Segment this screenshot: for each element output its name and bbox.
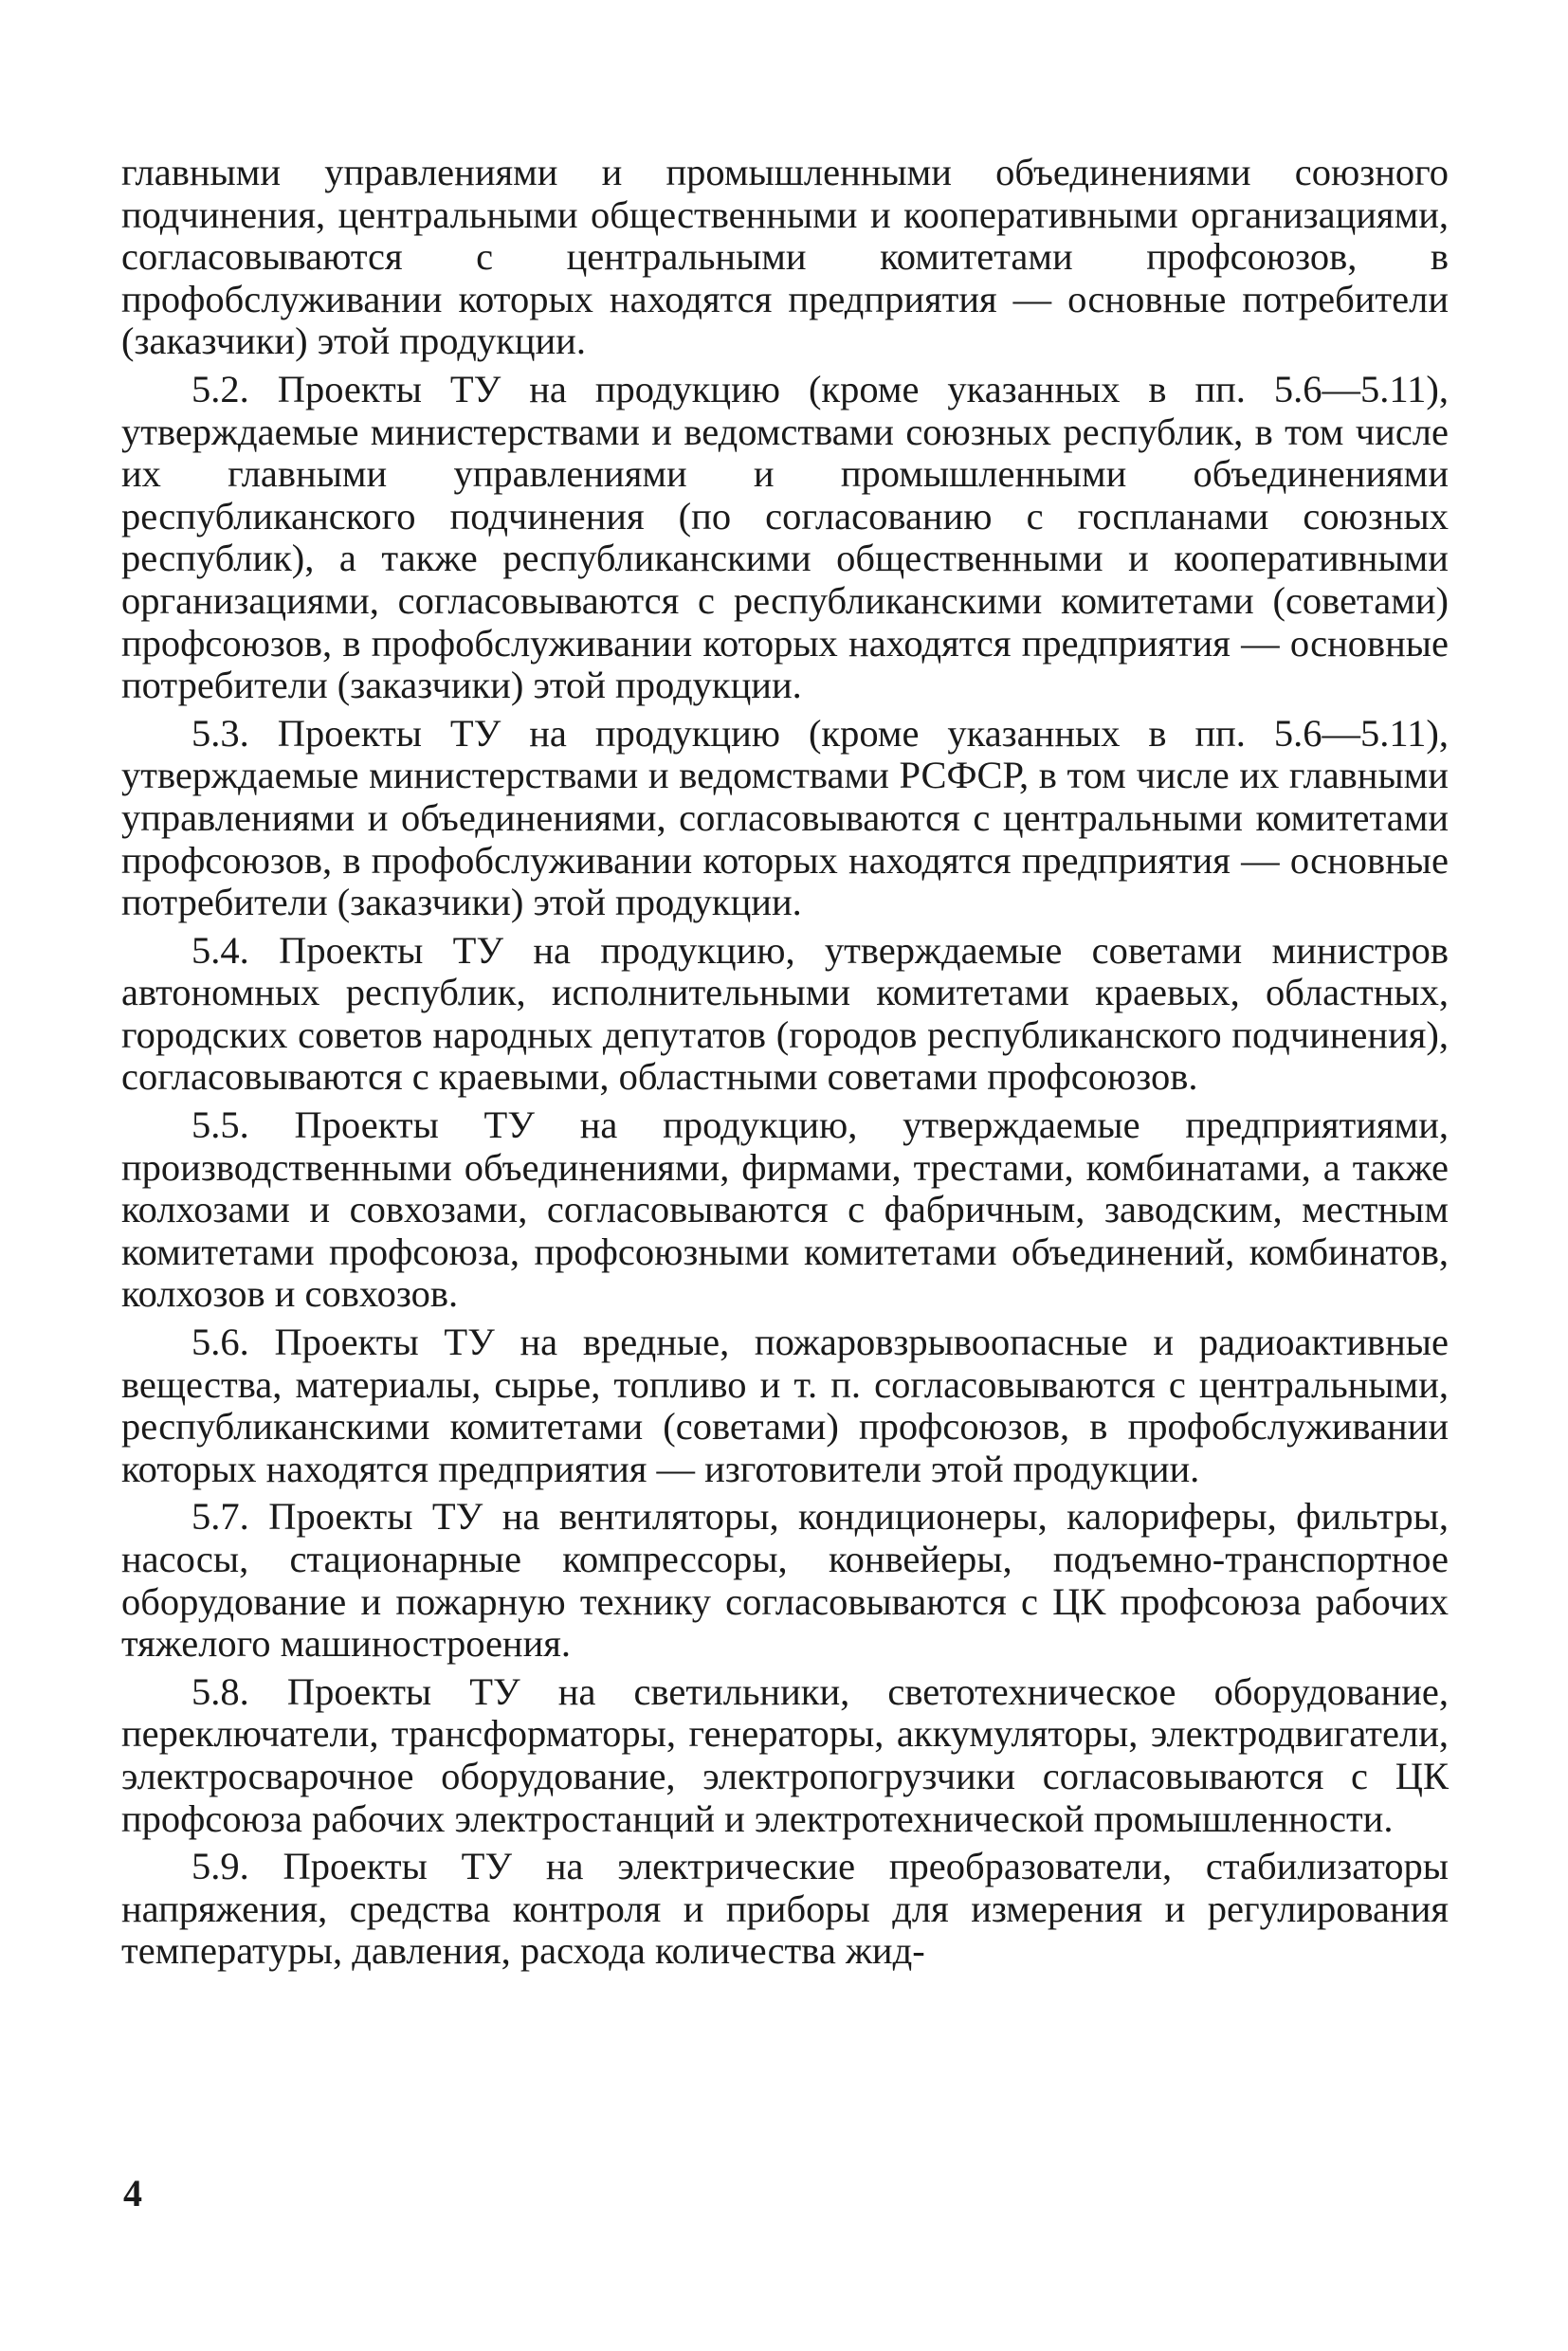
paragraph-5-6: 5.6. Проекты ТУ на вредные, пожаровзрывоопасные и радиоактивные вещества, материалы, сырье, топливо и т. п. согласовываются с центральными, республиканскими комитетами (советами) профсоюзов, в профобслуживании которых находятся предприятия — изготовители этой продукции.: [121, 1321, 1449, 1490]
paragraph-5-4: 5.4. Проекты ТУ на продукцию, утверждаемые советами министров автономных республик, исполнительными комитетами краевых, областных, городских советов народных депутатов (городов республиканского подчинения), согласовываются с краевыми, областными советами профсоюзов.: [121, 928, 1449, 1099]
paragraph-5-2: 5.2. Проекты ТУ на продукцию (кроме указанных в пп. 5.6—5.11), утверждаемые министерствами и ведомствами союзных республик, в том числе их главными управлениями и промышленными объединениями республиканского подчинения (по согласованию с госпланами союзных республик), а также республиканскими общественными и кооперативными организациями, согласовываются с республиканскими комитетами (советами) профсоюзов, в профобслуживании которых находятся предприятия — основные потребители (заказчики) этой продукции.: [121, 367, 1449, 707]
paragraph-5-5: 5.5. Проекты ТУ на продукцию, утверждаемые предприятиями, производственными объединениями, фирмами, трестами, комбинатами, а также колхозами и совхозами, согласовываются с фабричным, заводским, местным комитетами профсоюза, профсоюзными комитетами объединений, комбинатов, колхозов и совхозов.: [121, 1103, 1449, 1316]
paragraph-continuation: главными управлениями и промышленными объединениями союзного подчинения, центральными общественными и кооперативными организациями, согласовываются с центральными комитетами профсоюзов, в профобслуживании которых находятся предприятия — основные потребители (заказчики) этой продукции.: [121, 151, 1449, 363]
page-number: 4: [123, 2172, 142, 2214]
paragraph-5-8: 5.8. Проекты ТУ на светильники, светотехническое оборудование, переключатели, трансформаторы, генераторы, аккумуляторы, электродвигатели, электросварочное оборудование, электропогрузчики согласовываются с ЦК профсоюза рабочих электростанций и электротехнической промышленности.: [121, 1669, 1449, 1840]
paragraph-5-3: 5.3. Проекты ТУ на продукцию (кроме указанных в пп. 5.6—5.11), утверждаемые министерствами и ведомствами РСФСР, в том числе их главными управлениями и объединениями, согласовываются с центральными комитетами профсоюзов, в профобслуживании которых находятся предприятия — основные потребители (заказчики) этой продукции.: [121, 711, 1449, 924]
document-page: [121, 152, 1449, 1978]
paragraph-5-7: 5.7. Проекты ТУ на вентиляторы, кондиционеры, калориферы, фильтры, насосы, стационарные компрессоры, конвейеры, подъемно-транспортное оборудование и пожарную технику согласовываются с ЦК профсоюза рабочих тяжелого машиностроения.: [121, 1495, 1449, 1666]
paragraph-5-9: 5.9. Проекты ТУ на электрические преобразователи, стабилизаторы напряжения, средства контроля и приборы для измерения и регулирования температуры, давления, расхода количества жид-: [121, 1845, 1449, 1973]
